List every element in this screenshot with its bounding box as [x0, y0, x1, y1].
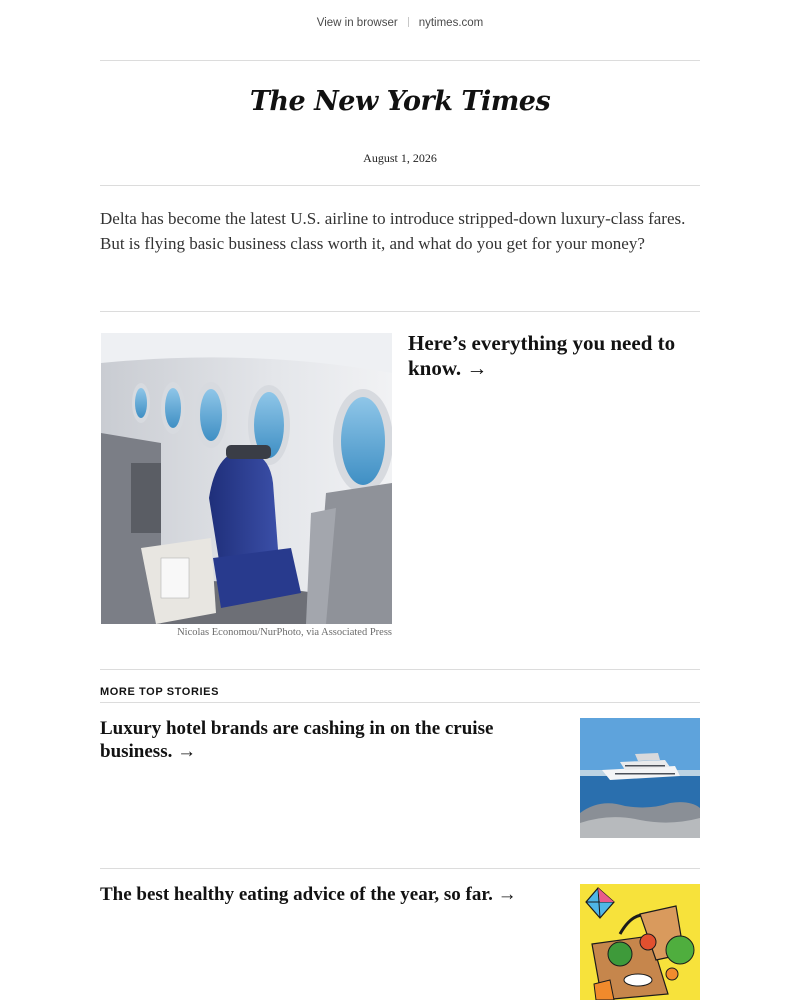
nyt-logo[interactable] [100, 86, 700, 117]
newsletter-date: August 1, 2026 [363, 151, 437, 165]
section-label: MORE TOP STORIES [100, 686, 220, 698]
divider [100, 868, 700, 869]
divider [100, 702, 700, 703]
story-headline-link[interactable]: Luxury hotel brands are cashing in on the cruise business. → [100, 718, 494, 762]
topbar [100, 17, 700, 29]
view-in-browser-link[interactable]: View in browser [316, 17, 398, 29]
topbar-separator [408, 17, 409, 27]
story-image-picnic-basket-illustration[interactable] [580, 884, 700, 1000]
hero-image-airplane-cabin[interactable] [101, 333, 392, 624]
story-image-cruise-ship[interactable] [580, 718, 700, 838]
nyt-logo-text: The New York Times [249, 86, 551, 117]
divider [100, 669, 700, 670]
divider [100, 311, 700, 312]
divider [100, 185, 700, 186]
photo-credit: Nicolas Economou/NurPhoto, via Associated Press [177, 627, 392, 638]
story-headline-link[interactable]: The best healthy eating advice of the year, so far. → [100, 884, 517, 905]
nytimes-link[interactable]: nytimes.com [418, 17, 484, 29]
divider [100, 60, 700, 61]
hero-headline-link[interactable]: Here’s everything you need to know. → [408, 331, 676, 380]
intro-text: Delta has become the latest U.S. airline to introduce stripped-down luxury-class fares. But is flying basic business class worth it, and what do you get for your money? [100, 209, 686, 253]
